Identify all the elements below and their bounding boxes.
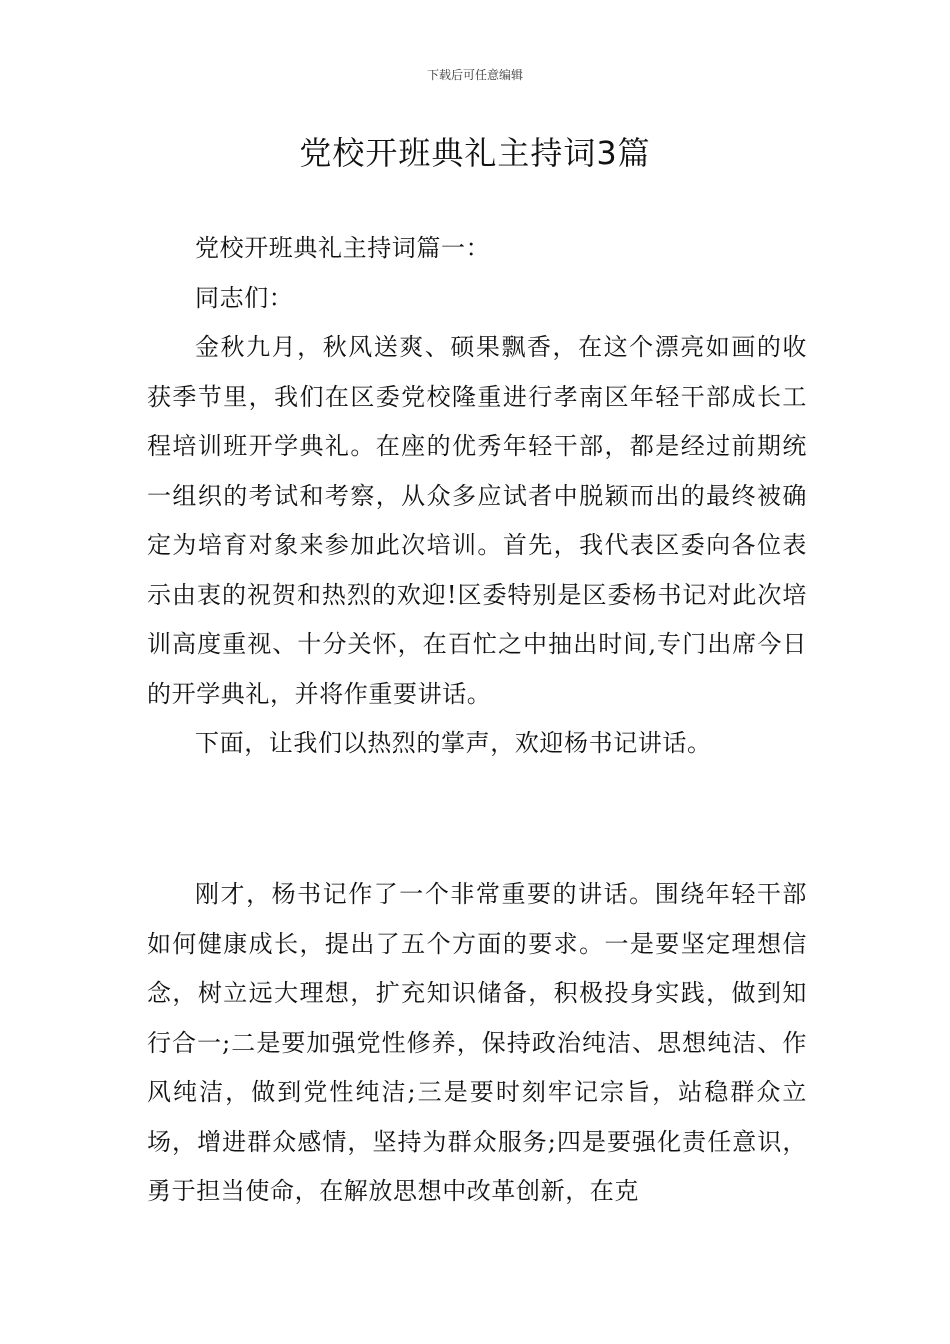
paragraph: 下面，让我们以热烈的掌声，欢迎杨书记讲话。	[195, 729, 712, 757]
salutation: 同志们：	[195, 283, 294, 312]
body-section-bottom	[147, 870, 807, 1217]
header-note: 下载后可任意编辑	[426, 68, 523, 82]
body-section-top	[147, 224, 807, 769]
document-title: 党校开班典礼主持词3篇	[299, 134, 651, 172]
paragraph: 刚才，杨书记作了一个非常重要的讲话。围绕年轻干部如何健康成长，提出了五个方面的要求。一是要坚定理想信念，树立远大理想，扩充知识储备，积极投身实践，做到知行合一;二是要加强党性修养，保持政治纯洁、思想纯洁、作风纯洁，做到党性纯洁;三是要时刻牢记宗旨，站稳群众立场，增进群众感情，坚持为群众服务;四是要强化责任意识，勇于担当使命，在解放思想中改革创新，在克	[147, 880, 807, 1205]
section-heading: 党校开班典礼主持词篇一：	[195, 234, 491, 262]
paragraph: 金秋九月，秋风送爽、硕果飘香，在这个漂亮如画的收获季节里，我们在区委党校隆重进行孝南区年轻干部成长工程培训班开学典礼。在座的优秀年轻干部，都是经过前期统一组织的考试和考察，从众多应试者中脱颖而出的最终被确定为培育对象来参加此次培训。首先，我代表区委向各位表示由衷的祝贺和热烈的欢迎!区委特别是区委杨书记对此次培训高度重视、十分关怀，在百忙之中抽出时间,专门出席今日的开学典礼，并将作重要讲话。	[147, 333, 807, 708]
